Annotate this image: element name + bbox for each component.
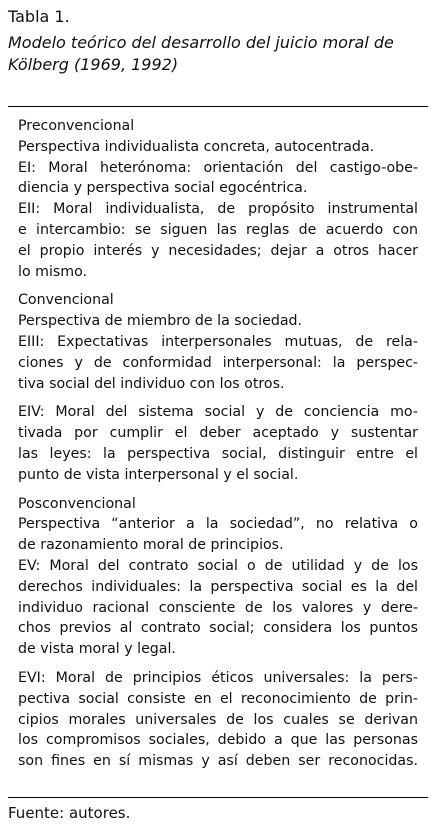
stage-perspective: Perspectiva de miembro de la sociedad. — [18, 313, 303, 330]
stage-line: de razonamiento moral de principios. — [18, 537, 284, 554]
stage-line: el propio interés y necesidades; dejar a otros hacer — [18, 242, 418, 259]
stage-line: ciones y de conformidad interpersonal: la perspec- — [18, 354, 418, 371]
stage-line: las leyes: la perspectiva social, distinguir entre el — [18, 445, 418, 462]
stage-line: lo mismo. — [18, 263, 88, 280]
stage-block-eiv — [18, 402, 418, 485]
table-body — [18, 116, 418, 772]
stage-line: derechos individuales: la perspectiva social es la del — [18, 578, 418, 595]
stage-line: son fines en sí mismas y así deben ser reconocidas. — [18, 753, 418, 770]
stage-perspective: Perspectiva “anterior a la sociedad”, no relativa o — [18, 516, 418, 533]
stage-block-posconvencional — [18, 494, 418, 660]
stage-heading: Posconvencional — [18, 495, 136, 512]
stage-line: EV: Moral del contrato social o de utilidad y de los — [18, 557, 418, 574]
stage-line: EI: Moral heterónoma: orientación del castigo-obe- — [18, 159, 418, 176]
top-rule — [8, 106, 428, 107]
stage-line: cipios morales universales de los cuales se derivan — [18, 711, 418, 728]
stage-line: EIII: Expectativas interpersonales mutuas, de rela- — [18, 333, 418, 350]
stage-line: EIV: Moral del sistema social y de conciencia mo- — [18, 404, 418, 421]
subtitle-line: Modelo teórico del desarrollo del juicio moral de — [8, 33, 394, 52]
stage-heading: Convencional — [18, 292, 114, 309]
stage-heading: Preconvencional — [18, 118, 135, 134]
stage-line: chos previos al contrato social; considera los puntos — [18, 620, 418, 637]
stage-block-evi — [18, 668, 418, 772]
table-source: Fuente: autores. — [8, 804, 131, 822]
stage-line: individuo racional consciente de los valores y dere- — [18, 599, 418, 616]
stage-perspective: Perspectiva individualista concreta, autocentrada. — [18, 138, 375, 155]
stage-line: los compromisos sociales, debido a que las personas — [18, 732, 418, 749]
subtitle-line: Kölberg (1969, 1992) — [8, 55, 179, 74]
stage-line: pectiva social consiste en el reconocimiento de prin- — [18, 690, 418, 707]
stage-line: e intercambio: se siguen las reglas de acuerdo con — [18, 221, 418, 238]
stage-line: tivada por cumplir el deber aceptado y sustentar — [18, 425, 418, 442]
stage-line: EII: Moral individualista, de propósito instrumental — [18, 201, 418, 218]
stage-line: punto de vista interpersonal y el social. — [18, 466, 299, 483]
stage-block-preconvencional — [18, 116, 418, 282]
stage-line: de vista moral y legal. — [18, 641, 176, 658]
table-title: Tabla 1. — [8, 7, 70, 26]
stage-block-convencional — [18, 290, 418, 394]
stage-line: tiva social del individuo con los otros. — [18, 375, 285, 392]
stage-line: diencia y perspectiva social egocéntrica. — [18, 180, 308, 197]
stage-line: EVI: Moral de principios éticos universales: la pers- — [18, 669, 418, 686]
table-subtitle — [8, 32, 428, 76]
bottom-rule — [8, 797, 428, 798]
